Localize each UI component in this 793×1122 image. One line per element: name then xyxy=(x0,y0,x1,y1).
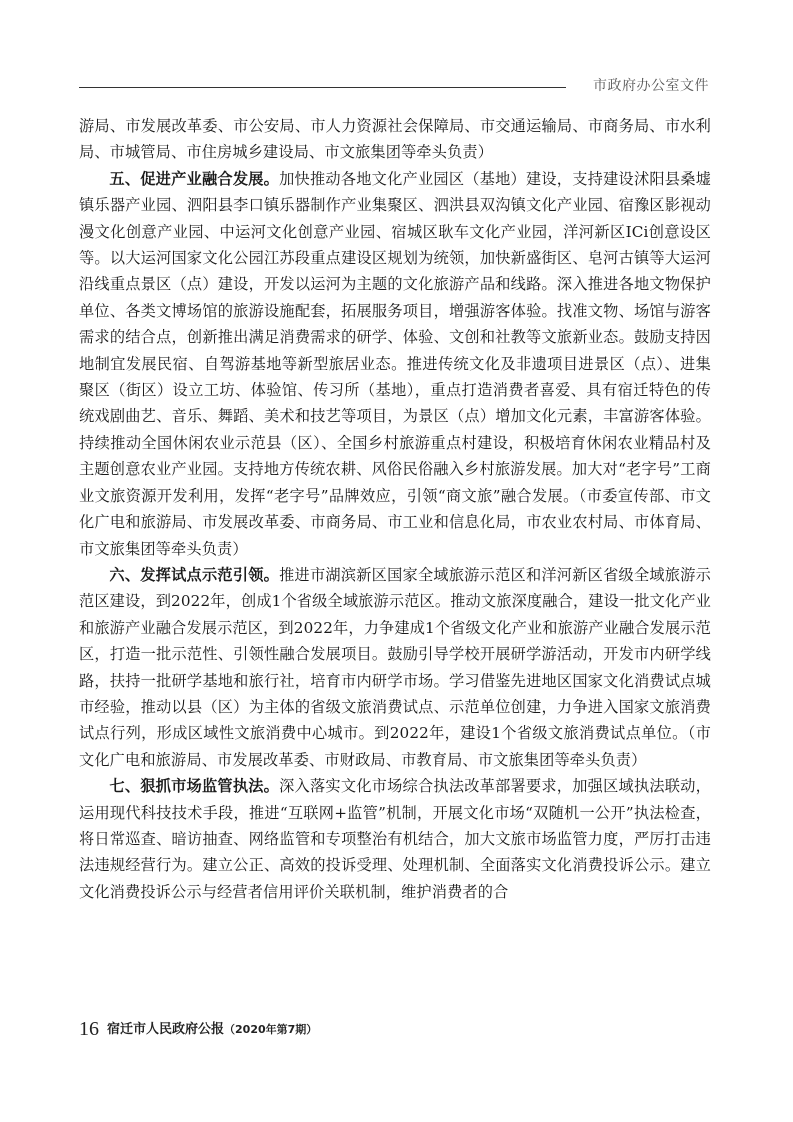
paragraph-continuation xyxy=(79,113,711,166)
paragraph-section-6 xyxy=(79,562,711,773)
publication-issue: （2020年第7期） xyxy=(224,1023,318,1036)
section-heading: 五、促进产业融合发展。 xyxy=(109,169,280,188)
section-heading: 六、发挥试点示范引领。 xyxy=(109,565,280,584)
header-title: 市政府办公室文件 xyxy=(593,78,709,94)
paragraph-text: 深入落实文化市场综合执法改革部署要求，加强区域执法联动，运用现代科技技术手段，推进“互联网+监管”机制，开展文化市场“双随机一公开”执法检查，将日常巡查、暗访抽查、网络监管和专项整治有机结合，加大文旅市场监管力度，严厉打击违法违规经营行为。建立公正、高效的投诉受理、处理机制、全面落实文化消费投诉公示。建立文化消费投诉公示与经营者信用评价关联机制，维护消费者的合 xyxy=(79,777,712,901)
page-footer xyxy=(79,1018,317,1041)
paragraph-section-5 xyxy=(79,166,711,562)
document-body xyxy=(79,113,711,905)
paragraph-text: 推进市湖滨新区国家全域旅游示范区和洋河新区省级全域旅游示范区建设，到2022年，创成1个省级全域旅游示范区。推动文旅深度融合，建设一批文化产业和旅游产业融合发展示范区，到2022年，力争建成1个省级文化产业和旅游产业融合发展示范区，打造一批示范性、引领性融合发展项目。鼓励引导学校开展研学游活动，开发市内研学线路，扶持一批研学基地和旅行社，培育市内研学市场。学习借鉴先进地区国家文化消费试点城市经验，推动以县（区）为主体的省级文旅消费试点、示范单位创建，力争进入国家文旅消费试点行列，形成区域性文旅消费中心城市。到2022年，建设1个省级文旅消费试点单位。（市文化广电和旅游局、市发展改革委、市财政局、市教育局、市文旅集团等牵头负责） xyxy=(79,565,712,769)
section-heading: 七、狠抓市场监管执法。 xyxy=(109,777,280,796)
header-rule xyxy=(79,87,566,88)
paragraph-text: 加快推动各地文化产业园区（基地）建设，支持建设沭阳县桑墟镇乐器产业园、泗阳县李口镇乐器制作产业集聚区、泗洪县双沟镇文化产业园、宿豫区影视动漫文化创意产业园、中运河文化创意产业园、宿城区耿车文化产业园，洋河新区ICi创意设区等。以大运河国家文化公园江苏段重点建设区规划为统领，加快新盛街区、皂河古镇等大运河沿线重点景区（点）建设，开发以运河为主题的文化旅游产品和线路。深入推进各地文物保护单位、各类文博场馆的旅游设施配套，拓展服务项目，增强游客体验。找准文物、场馆与游客需求的结合点，创新推出满足消费需求的研学、体验、文创和社教等文旅新业态。鼓励支持因地制宜发展民宿、自驾游基地等新型旅居业态。推进传统文化及非遗项目进景区（点）、进集聚区（街区）设立工坊、体验馆、传习所（基地），重点打造消费者喜爱、具有宿迁特色的传统戏剧曲艺、音乐、舞蹈、美术和技艺等项目，为景区（点）增加文化元素，丰富游客体验。持续推动全国休闲农业示范县（区）、全国乡村旅游重点村建设，积极培育休闲农业精品村及主题创意农业产业园。支持地方传统农耕、风俗民俗融入乡村旅游发展。加大对“老字号”工商业文旅资源开发利用，发挥“老字号”品牌效应，引领“商文旅”融合发展。（市委宣传部、市文化广电和旅游局、市发展改革委、市商务局、市工业和信息化局，市农业农村局、市体育局、市文旅集团等牵头负责） xyxy=(79,169,712,558)
publication-title: 宿迁市人民政府公报 xyxy=(107,1022,225,1037)
page-number: 16 xyxy=(79,1018,99,1040)
paragraph-text: 游局、市发展改革委、市公安局、市人力资源社会保障局、市交通运输局、市商务局、市水利局、市城管局、市住房城乡建设局、市文旅集团等牵头负责） xyxy=(79,117,711,162)
paragraph-section-7 xyxy=(79,773,711,905)
